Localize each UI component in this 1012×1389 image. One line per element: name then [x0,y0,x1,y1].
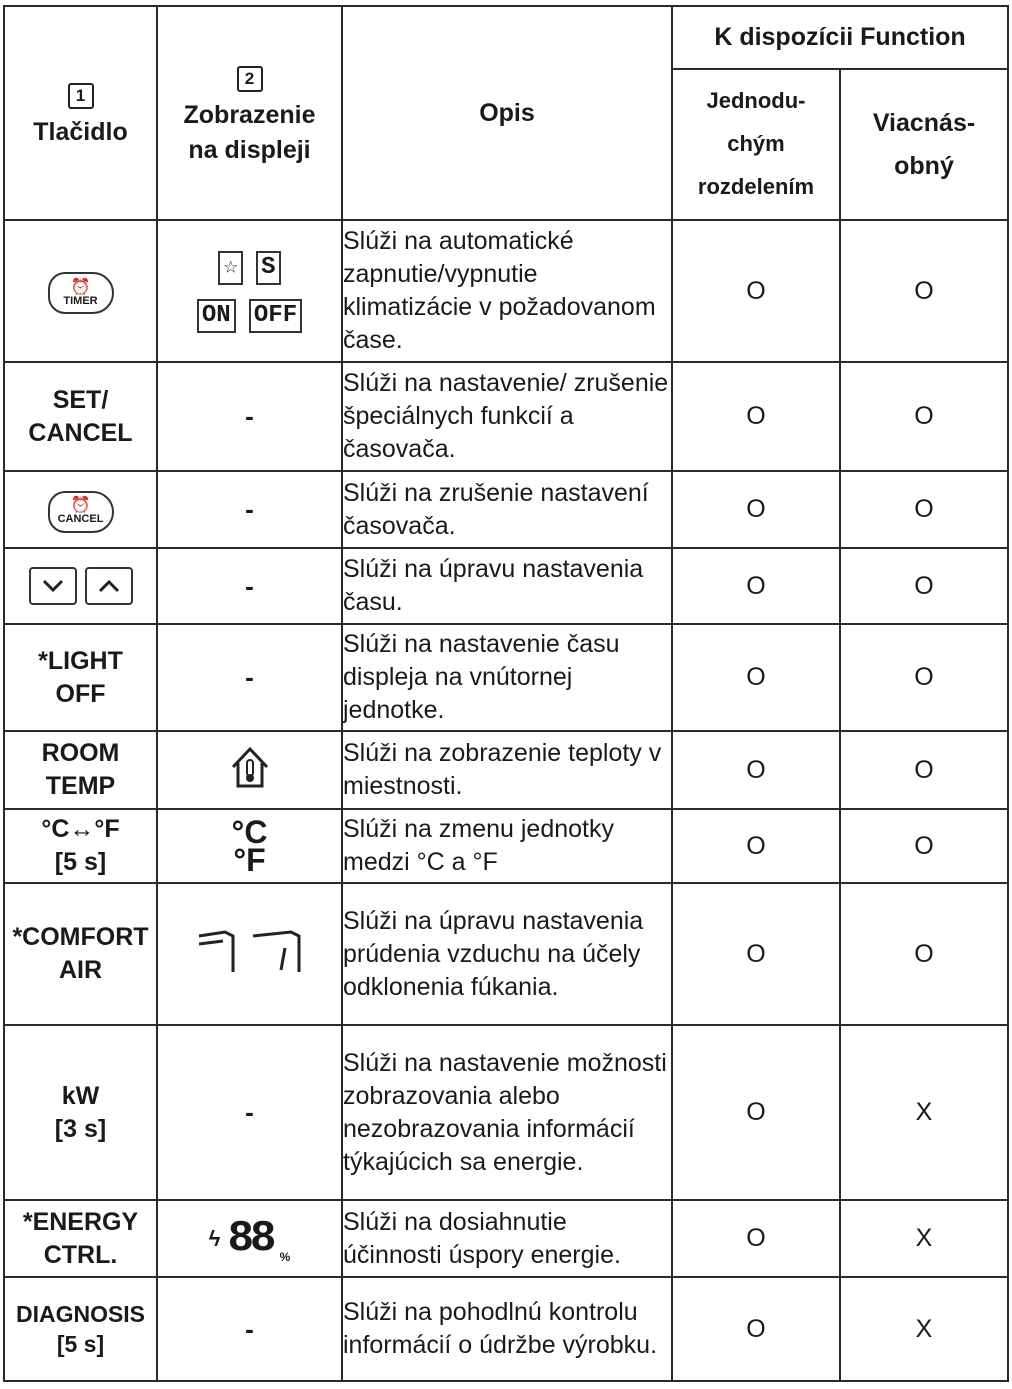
button-label-line1: °C↔°F [41,815,120,843]
row-multi-mark: O [840,220,1008,362]
cancel-button-label: CANCEL [57,513,104,526]
header-button-label: Tlačidlo [33,118,128,146]
table-row [4,220,1008,362]
row-single-mark: O [672,624,840,731]
table-row [4,362,1008,471]
kw-button[interactable] [4,1025,157,1200]
header-multi-line1: Viacnás- [872,109,976,137]
room-temp-display-cell [157,731,342,809]
row-description: Slúži na úpravu nastavenia času. [342,548,672,624]
header-button [4,6,157,220]
header-description: Opis [342,6,672,220]
row-description: Slúži na nastavenie možnosti zobrazovania alebo nezobrazovania informácií týkajúcich sa energie. [342,1025,672,1200]
comfort-air-display-cell [157,883,342,1025]
row-multi-mark: X [840,1025,1008,1200]
fahrenheit-icon: °F [233,842,266,878]
row-single-mark: O [672,809,840,883]
set-cancel-button[interactable] [4,362,157,471]
row-description: Slúži na pohodlnú kontrolu informácií o údržbe výrobku. [342,1277,672,1381]
timer-button[interactable] [48,272,114,314]
row-single-mark: O [672,220,840,362]
button-label-line2: AIR [58,956,103,984]
header-multi-line2: obný [894,151,954,180]
button-label-line1: *LIGHT [38,646,123,675]
timer-button-label: TIMER [63,294,98,307]
cancel-timer-button[interactable] [48,491,114,533]
table-row [4,1277,1008,1381]
room-temp-button[interactable] [4,731,157,809]
button-label-line1: kW [61,1081,100,1110]
button-label-line1: DIAGNOSIS [15,1300,146,1327]
off-icon: OFF [249,299,302,333]
row-multi-mark: O [840,548,1008,624]
chevron-down-icon [42,579,64,593]
row-multi-mark: O [840,624,1008,731]
table-row [4,883,1008,1025]
header-row-1 [4,6,1008,69]
diagnosis-button[interactable] [4,1277,157,1381]
light-off-button[interactable] [4,624,157,731]
header-single-split [672,69,840,220]
row-description: Slúži na zobrazenie teploty v miestnosti. [342,731,672,809]
header-display-line2: na displeji [188,135,311,164]
energy-ctrl-button[interactable] [4,1200,157,1277]
row-description: Slúži na zrušenie nastavení časovača. [342,471,672,548]
header-multi-split [840,69,1008,220]
row-single-mark: O [672,362,840,471]
arrow-buttons-cell [4,548,157,624]
row-single-mark: O [672,548,840,624]
function-table [3,5,1009,1382]
header-single-line2: chým [727,131,785,157]
button-label-line2: TEMP [45,772,116,800]
row-description: Slúži na zmenu jednotky medzi °C a °F [342,809,672,883]
header-single-line3: rozdelením [697,173,815,199]
cancel-button-cell [4,471,157,548]
table-row [4,1200,1008,1277]
row-single-mark: O [672,1025,840,1200]
comfort-air-button[interactable] [4,883,157,1025]
row-multi-mark: O [840,731,1008,809]
display-dash: - [157,471,342,548]
button-label-line2: [5 s] [54,848,107,876]
button-label-line1: *COMFORT [12,923,149,951]
row-single-mark: O [672,471,840,548]
row-single-mark: O [672,1277,840,1381]
row-multi-mark: O [840,883,1008,1025]
table-row [4,471,1008,548]
house-thermometer-icon [230,745,270,789]
row-multi-mark: O [840,362,1008,471]
button-label-line2: CTRL. [43,1240,118,1269]
button-label-line2: CANCEL [28,418,133,447]
percent-icon: % [279,1249,291,1264]
chevron-up-icon [98,579,120,593]
row-description: Slúži na automatické zapnutie/vypnutie klimatizácie v požadovanom čase. [342,220,672,362]
button-label-line2: [5 s] [56,1331,105,1357]
energy-digits: 88 [227,1213,273,1264]
button-label-line1: SET/ [52,385,109,414]
row-multi-mark: X [840,1200,1008,1277]
table-row [4,809,1008,883]
row-multi-mark: X [840,1277,1008,1381]
s-icon: S [256,251,280,285]
table-row [4,1025,1008,1200]
on-icon: ON [197,299,236,333]
up-button[interactable] [85,567,133,605]
table-row [4,548,1008,624]
index-badge-1: 1 [68,83,94,109]
table-row [4,624,1008,731]
row-multi-mark: O [840,471,1008,548]
display-dash: - [157,362,342,471]
header-display [157,6,342,220]
button-label-line2: [3 s] [54,1114,107,1143]
row-single-mark: O [672,731,840,809]
row-description: Slúži na dosiahnutie účinnosti úspory energie. [342,1200,672,1277]
energy-display-cell [157,1200,342,1277]
row-description: Slúži na úpravu nastavenia prúdenia vzduchu na účely odklonenia fúkania. [342,883,672,1025]
row-single-mark: O [672,883,840,1025]
timer-display-cell [157,220,342,362]
table-row [4,731,1008,809]
display-dash: - [157,1277,342,1381]
button-label-line1: *ENERGY [22,1207,139,1236]
header-availability: K dispozícii Function [672,6,1008,69]
airflow-vane-icon [195,926,305,976]
display-dash: - [157,1025,342,1200]
index-badge-2: 2 [237,66,263,92]
energy-bolt-icon: ϟ [208,1225,221,1251]
display-dash: - [157,548,342,624]
row-multi-mark: O [840,809,1008,883]
star-icon: ☆ [218,251,242,285]
button-label-line1: ROOM [41,739,120,767]
down-button[interactable] [29,567,77,605]
button-label-line2: OFF [55,679,106,708]
unit-display-cell [157,809,342,883]
header-single-line1: Jednodu- [706,88,806,114]
alarm-clock-icon: ⏰ [70,278,91,296]
display-dash: - [157,624,342,731]
timer-button-cell [4,220,157,362]
alarm-clock-icon: ⏰ [70,497,91,515]
row-single-mark: O [672,1200,840,1277]
header-display-line1: Zobrazenie [183,100,316,129]
row-description: Slúži na nastavenie času displeja na vnútornej jednotke. [342,624,672,731]
row-description: Slúži na nastavenie/ zrušenie špeciálnych funkcií a časovača. [342,362,672,471]
unit-toggle-button[interactable] [4,809,157,883]
celsius-icon: °C [231,814,268,850]
